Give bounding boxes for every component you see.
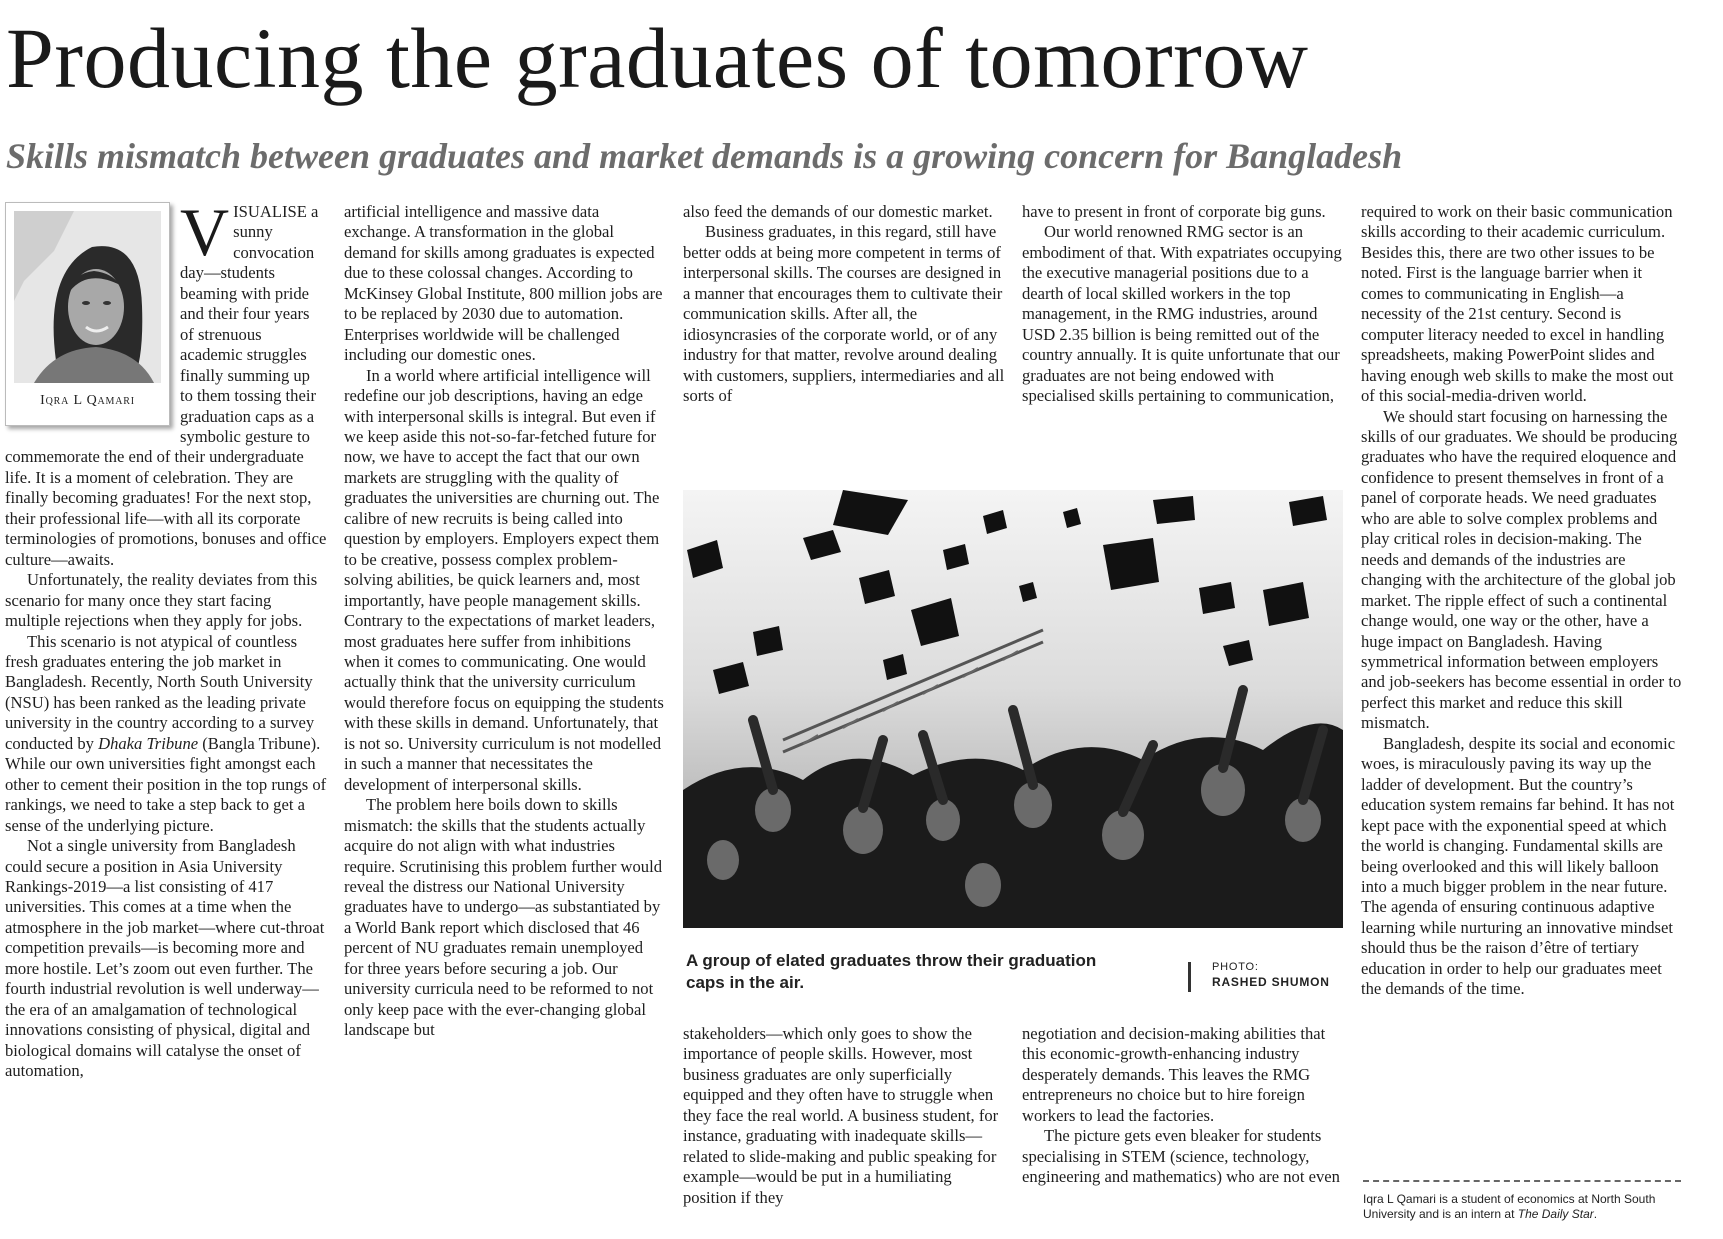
bio-end: . [1593, 1207, 1598, 1221]
paragraph: also feed the demands of our domestic market. [683, 202, 993, 221]
paragraph: The problem here boils down to skills mismatch: the skills that the students actually acquire do not align with what industries require. Scrutinising this problem further would reveal the distress our National University graduates have to undergo—as substantiated by a World Bank report which disclosed that 46 percent of NU graduates remain unemployed for three years before securing a job. Our university curricula need to be reformed to not only keep pace with the ever-changing global landscape but [344, 795, 662, 1040]
column-4-top [1022, 202, 1344, 407]
drop-cap-rest: ISUALISE [233, 202, 307, 221]
bio-text: Iqra L Qamari is a student of economics at North South University and is an intern at [1363, 1192, 1656, 1221]
paragraph: Unfortunately, the reality deviates from this scenario for many once they start facing multiple rejections when they apply for jobs. [5, 570, 318, 631]
drop-cap: V [180, 194, 230, 270]
photo-credit [1212, 960, 1330, 990]
graduation-photo [683, 490, 1343, 928]
paragraph: In a world where artificial intelligence will redefine our job descriptions, having an edge with interpersonal skills is integral. But even if we keep aside this not-so-far-fetched future for now, we have to accept the fact that our own markets are struggling with the quality of graduates the universities are churning out. The calibre of new recruits is being called into question by employers. Employers expect them to be creative, possess complex problem-solving abilities, be quick learners and, most importantly, have people management skills. Contrary to the expectations of market leaders, most graduates here suffer from inhibitions when it comes to communicating. One would actually think that the university curriculum would therefore focus on equipping the students with these skills in demand. Unfortunately, that is not so. University curriculum is not modelled in such a manner that necessitates the development of interpersonal skills. [344, 365, 664, 794]
headline: Producing the graduates of tomorrow [6, 10, 1309, 106]
column-3-bottom [683, 1024, 1005, 1208]
subheadline: Skills mismatch between graduates and market demands is a growing concern for Bangladesh [6, 136, 1403, 176]
photo-credit-name: RASHED SHUMON [1212, 975, 1330, 989]
paragraph: have to present in front of corporate big guns. [1022, 202, 1326, 221]
paragraph: negotiation and decision-making abilities that this economic-growth-enhancing industry desperately demands. This leaves the RMG entrepreneurs no choice but to hire foreign workers to lead the factories. [1022, 1024, 1326, 1125]
credit-divider [1188, 962, 1191, 992]
paragraph: We should start focusing on harnessing the skills of our graduates. We should be producing graduates who have the required eloquence and confidence to present themselves in front of a panel of corporate heads. We need graduates who are able to solve complex problems and play critical roles in decision-making. The needs and demands of the industries are changing with the architecture of the global job market. The ripple effect of such a continental change would, one way or the other, have a huge impact on Bangladesh. Having symmetrical information between employers and job-seekers has become essential in order to perfect this market and reduce this skill mismatch. [1361, 406, 1682, 733]
author-name: Iqra L Qamari [40, 393, 135, 408]
photo-caption: A group of elated graduates throw their graduation caps in the air. [686, 951, 1097, 992]
paragraph: artificial intelligence and massive data exchange. A transformation in the global demand for skills among graduates is expected due to these colossal changes. According to McKinsey Global Institute, 800 million jobs are to be replaced by 2030 due to automation. Enterprises worldwide will be challenged including our domestic ones. [344, 202, 663, 365]
paragraph-text: a sunny convocation day—students beaming with pride and their four years of strenuous academic struggles finally summing up to them tossing their graduation caps as a symbolic gesture to commemorate the end of their undergraduate life. It is a moment of celebration. They are finally becoming graduates! For the next stop, their professional life—with all its corporate terminologies of promotions, bonuses and office culture—awaits. [5, 202, 327, 569]
paragraph-text: This scenario is not atypical of countless fresh graduates entering the job market in Bangladesh. Recently, North South University (NSU) has been ranked as the leading private university in the country according to a survey conducted by [5, 631, 315, 753]
paragraph: Bangladesh, despite its social and economic woes, is miraculously paving its way up the ladder of development. But the country’s education system remains far behind. It has not kept pace with the exponential speed at which the world is changing. Fundamental skills are being overlooked and this will likely balloon into a much bigger problem in the near future. The agenda of ensuring continuous adaptive learning while nurturing an innovative mindset should thus be the raison d’être of tertiary education in order to help our graduates meet the demands of the time. [1361, 733, 1676, 999]
paragraph: Not a single university from Bangladesh could secure a position in Asia University Rankings-2019—a list consisting of 417 universities. This comes at a time when the atmosphere in the job market—where cut-throat competition prevails—is becoming more and more hostile. Let’s zoom out even further. The fourth industrial revolution is well underway—the era of an amalgamation of technological innovations consisting of physical, digital and biological domains will catalyse the onset of automation, [5, 836, 325, 1081]
paragraph: required to work on their basic communication skills according to their academic curriculum. Besides this, there are two other issues to be noted. First is the language barrier when it comes to communicating in English—a necessity of the 21st century. Second is computer literacy needed to excel in handling spreadsheets, making PowerPoint slides and having enough web skills to make the most out of this social-media-driven world. [1361, 202, 1674, 406]
photo-credit-label: PHOTO: [1212, 961, 1259, 973]
author-photo [14, 211, 161, 383]
paragraph [5, 632, 327, 837]
author-box [5, 202, 170, 426]
paragraph: The picture gets even bleaker for students specialising in STEM (science, technology, engineering and mathematics) who are not even [1022, 1126, 1340, 1187]
paragraph: Business graduates, in this regard, still have better odds at being more competent in terms of interpersonal skills. The courses are designed in a manner that encourages them to cultivate their communication skills. After all, the idiosyncrasies of the corporate world, or of any industry for that matter, revolve around dealing with customers, suppliers, intermediaries and all sorts of [683, 222, 1005, 406]
paragraph: Our world renowned RMG sector is an embodiment of that. With expatriates occupying the executive managerial positions due to a dearth of local skilled workers in the top management, in the RMG industries, around USD 2.35 billion is being remitted out of the country annually. It is quite unfortunate that our graduates are not being endowed with specialised skills pertaining to communication, [1022, 222, 1342, 406]
paragraph-text: (Bangla Tribune). While our own universities fight amongst each other to cement their position in the top rungs of rankings, we need to take a step back to get a sense of the underlying picture. [5, 733, 327, 835]
column-3-top [683, 202, 1005, 407]
bio-publication: The Daily Star [1517, 1207, 1594, 1221]
author-bio [1363, 1192, 1685, 1222]
column-1 [5, 194, 327, 1081]
bio-divider [1363, 1180, 1681, 1182]
paragraph: stakeholders—which only goes to show the importance of people skills. However, most business graduates are only superficially equipped and they often have to struggle when they face the real world. A business student, for instance, graduating with inadequate skills—related to slide-making and public speaking for example—would be put in a humiliating position if they [683, 1024, 999, 1207]
column-5 [1361, 202, 1683, 1000]
column-2 [344, 202, 666, 1041]
publication-name: Dhaka Tribune [98, 733, 199, 753]
column-4-bottom [1022, 1024, 1344, 1188]
